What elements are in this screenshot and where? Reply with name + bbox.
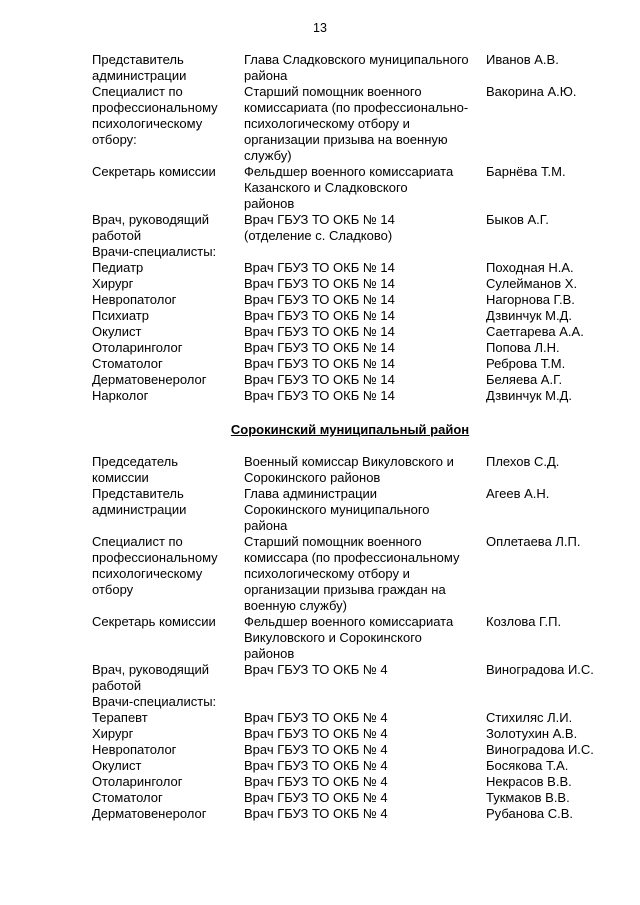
role-cell <box>92 164 244 212</box>
sladkovsky-commission-table <box>0 52 640 404</box>
table-row <box>0 340 640 356</box>
name-cell <box>486 790 636 806</box>
name-cell <box>486 308 636 324</box>
table-row <box>0 260 640 276</box>
organization-cell-line: Врач ГБУЗ ТО ОКБ № 4 <box>244 806 388 821</box>
name-cell-line: Стихиляс Л.И. <box>486 710 573 725</box>
organization-cell-line: Врач ГБУЗ ТО ОКБ № 4 <box>244 774 388 789</box>
organization-cell <box>244 662 486 710</box>
name-cell-line: Некрасов В.В. <box>486 774 572 789</box>
name-cell-line: Иванов А.В. <box>486 52 559 67</box>
sladkovsky-rows <box>0 52 640 404</box>
name-cell <box>486 356 636 372</box>
organization-cell <box>244 52 486 84</box>
role-cell-line: Стоматолог <box>92 356 163 371</box>
role-cell-line: администрации <box>92 68 187 83</box>
organization-cell <box>244 388 486 404</box>
name-cell-line: Рубанова С.В. <box>486 806 573 821</box>
name-cell <box>486 260 636 276</box>
organization-cell-line: Врач ГБУЗ ТО ОКБ № 4 <box>244 758 388 773</box>
role-cell <box>92 534 244 614</box>
name-cell <box>486 276 636 292</box>
role-cell-line: Представитель <box>92 486 184 501</box>
role-cell-line: Окулист <box>92 324 142 339</box>
role-cell <box>92 292 244 308</box>
page-number: 13 <box>313 21 327 35</box>
name-cell-line: Походная Н.А. <box>486 260 574 275</box>
organization-cell <box>244 372 486 388</box>
role-cell <box>92 710 244 726</box>
table-row <box>0 758 640 774</box>
district-heading: Сорокинский муниципальный район <box>230 422 470 437</box>
name-cell-line: Быков А.Г. <box>486 212 549 227</box>
name-cell-line: Сулейманов Х. <box>486 276 578 291</box>
table-row <box>0 790 640 806</box>
organization-cell-line: службу) <box>244 148 292 163</box>
table-row <box>0 52 640 84</box>
role-cell-line: Педиатр <box>92 260 144 275</box>
name-cell <box>486 726 636 742</box>
table-row <box>0 372 640 388</box>
organization-cell-line: Старший помощник военного <box>244 84 422 99</box>
role-cell <box>92 726 244 742</box>
role-cell <box>92 324 244 340</box>
role-cell-line: отбору <box>92 582 134 597</box>
role-cell-line: профессиональному <box>92 100 218 115</box>
name-cell-line: Попова Л.Н. <box>486 340 560 355</box>
organization-cell-line: (отделение с. Сладково) <box>244 228 393 243</box>
name-cell <box>486 212 636 260</box>
organization-cell-line: Сорокинского муниципального <box>244 502 430 517</box>
role-cell-line: Врачи-специалисты: <box>92 244 217 259</box>
organization-cell <box>244 742 486 758</box>
role-cell-line: Хирург <box>92 726 134 741</box>
name-cell <box>486 758 636 774</box>
organization-cell-line: Казанского и Сладковского <box>244 180 408 195</box>
organization-cell <box>244 726 486 742</box>
role-cell <box>92 308 244 324</box>
organization-cell-line: психологическому отбору и <box>244 566 410 581</box>
name-cell <box>486 388 636 404</box>
role-cell-line: Представитель <box>92 52 184 67</box>
table-row <box>0 710 640 726</box>
name-cell-line: Дзвинчук М.Д. <box>486 308 572 323</box>
role-cell-line: Хирург <box>92 276 134 291</box>
role-cell-line: Терапевт <box>92 710 148 725</box>
role-cell-line: Невропатолог <box>92 292 177 307</box>
name-cell <box>486 710 636 726</box>
name-cell <box>486 742 636 758</box>
organization-cell-line: Врач ГБУЗ ТО ОКБ № 14 <box>244 324 395 339</box>
organization-cell-line: Военный комиссар Викуловского и <box>244 454 454 469</box>
role-cell-line: Специалист по <box>92 534 183 549</box>
name-cell-line: Нагорнова Г.В. <box>486 292 575 307</box>
role-cell <box>92 454 244 486</box>
name-cell-line: Оплетаева Л.П. <box>486 534 581 549</box>
table-row <box>0 276 640 292</box>
name-cell-line: Козлова Г.П. <box>486 614 562 629</box>
name-cell-line: Босякова Т.А. <box>486 758 569 773</box>
table-row <box>0 164 640 212</box>
organization-cell <box>244 790 486 806</box>
name-cell <box>486 534 636 614</box>
role-cell-line: работой <box>92 228 142 243</box>
organization-cell-line: Врач ГБУЗ ТО ОКБ № 14 <box>244 260 395 275</box>
role-cell-line: Невропатолог <box>92 742 177 757</box>
organization-cell-line: района <box>244 68 288 83</box>
role-cell <box>92 790 244 806</box>
name-cell <box>486 340 636 356</box>
role-cell-line: комиссии <box>92 470 149 485</box>
table-row <box>0 324 640 340</box>
table-row <box>0 486 640 534</box>
name-cell <box>486 164 636 212</box>
name-cell-line: Реброва Т.М. <box>486 356 566 371</box>
organization-cell-line: Викуловского и Сорокинского <box>244 630 422 645</box>
name-cell <box>486 292 636 308</box>
name-cell-line: Золотухин А.В. <box>486 726 578 741</box>
organization-cell <box>244 774 486 790</box>
organization-cell <box>244 806 486 822</box>
name-cell-line: Плехов С.Д. <box>486 454 560 469</box>
table-row <box>0 662 640 710</box>
name-cell-line: Дзвинчук М.Д. <box>486 388 572 403</box>
role-cell-line: отбору: <box>92 132 137 147</box>
organization-cell <box>244 534 486 614</box>
organization-cell-line: комиссариата (по профессионально- <box>244 100 469 115</box>
organization-cell-line: психологическому отбору и <box>244 116 410 131</box>
organization-cell <box>244 614 486 662</box>
name-cell <box>486 52 636 84</box>
name-cell-line: Барнёва Т.М. <box>486 164 566 179</box>
name-cell-line: Агеев А.Н. <box>486 486 550 501</box>
organization-cell <box>244 486 486 534</box>
role-cell <box>92 372 244 388</box>
role-cell-line: Нарколог <box>92 388 149 403</box>
organization-cell-line: Старший помощник военного <box>244 534 422 549</box>
organization-cell-line: Врач ГБУЗ ТО ОКБ № 14 <box>244 308 395 323</box>
organization-cell-line: Врач ГБУЗ ТО ОКБ № 14 <box>244 372 395 387</box>
role-cell-line: Психиатр <box>92 308 149 323</box>
role-cell-line: Дерматовенеролог <box>92 372 207 387</box>
name-cell <box>486 806 636 822</box>
name-cell-line: Тукмаков В.В. <box>486 790 570 805</box>
table-row <box>0 308 640 324</box>
organization-cell-line: районов <box>244 196 295 211</box>
table-row <box>0 356 640 372</box>
organization-cell-line: Глава Сладковского муниципального <box>244 52 469 67</box>
organization-cell <box>244 292 486 308</box>
organization-cell <box>244 276 486 292</box>
role-cell <box>92 356 244 372</box>
role-cell-line: профессиональному <box>92 550 218 565</box>
role-cell-line: Председатель <box>92 454 179 469</box>
table-row <box>0 614 640 662</box>
organization-cell <box>244 340 486 356</box>
organization-cell <box>244 454 486 486</box>
organization-cell-line: Сорокинского районов <box>244 470 381 485</box>
role-cell-line: Окулист <box>92 758 142 773</box>
role-cell <box>92 758 244 774</box>
role-cell-line: психологическому <box>92 116 203 131</box>
name-cell <box>486 372 636 388</box>
role-cell-line: Секретарь комиссии <box>92 614 216 629</box>
role-cell-line: Специалист по <box>92 84 183 99</box>
table-row <box>0 212 640 260</box>
organization-cell-line: Фельдшер военного комиссариата <box>244 164 454 179</box>
organization-cell <box>244 164 486 212</box>
name-cell-line: Саетгарева А.А. <box>486 324 584 339</box>
organization-cell <box>244 212 486 260</box>
role-cell <box>92 388 244 404</box>
organization-cell-line: Врач ГБУЗ ТО ОКБ № 4 <box>244 710 388 725</box>
table-row <box>0 84 640 164</box>
name-cell-line: Виноградова И.С. <box>486 742 594 757</box>
organization-cell-line: организации призыва граждан на <box>244 582 446 597</box>
name-cell <box>486 324 636 340</box>
organization-cell-line: военную службу) <box>244 598 348 613</box>
organization-cell <box>244 308 486 324</box>
organization-cell-line: Врач ГБУЗ ТО ОКБ № 14 <box>244 292 395 307</box>
organization-cell-line: районов <box>244 646 295 661</box>
sorokinsky-commission-table <box>0 454 640 822</box>
organization-cell-line: Врач ГБУЗ ТО ОКБ № 14 <box>244 276 395 291</box>
role-cell <box>92 742 244 758</box>
organization-cell-line: Глава администрации <box>244 486 378 501</box>
table-row <box>0 534 640 614</box>
role-cell-line: работой <box>92 678 142 693</box>
role-cell-line: Отоларинголог <box>92 774 183 789</box>
organization-cell-line: Врач ГБУЗ ТО ОКБ № 14 <box>244 212 395 227</box>
role-cell <box>92 662 244 710</box>
name-cell <box>486 486 636 534</box>
organization-cell-line: Врач ГБУЗ ТО ОКБ № 14 <box>244 340 395 355</box>
role-cell <box>92 212 244 260</box>
sorokinsky-rows <box>0 454 640 822</box>
table-row <box>0 292 640 308</box>
role-cell-line: Отоларинголог <box>92 340 183 355</box>
organization-cell-line: Врач ГБУЗ ТО ОКБ № 4 <box>244 662 388 677</box>
organization-cell-line: района <box>244 518 288 533</box>
role-cell-line: Секретарь комиссии <box>92 164 216 179</box>
role-cell-line: Врачи-специалисты: <box>92 694 217 709</box>
name-cell-line: Виноградова И.С. <box>486 662 594 677</box>
organization-cell-line: Врач ГБУЗ ТО ОКБ № 4 <box>244 790 388 805</box>
organization-cell-line: организации призыва на военную <box>244 132 448 147</box>
role-cell-line: психологическому <box>92 566 203 581</box>
role-cell <box>92 52 244 84</box>
table-row <box>0 806 640 822</box>
table-row <box>0 774 640 790</box>
table-row <box>0 726 640 742</box>
role-cell <box>92 276 244 292</box>
organization-cell <box>244 758 486 774</box>
organization-cell-line: Врач ГБУЗ ТО ОКБ № 14 <box>244 356 395 371</box>
role-cell <box>92 260 244 276</box>
table-row <box>0 742 640 758</box>
organization-cell-line: комиссара (по профессиональному <box>244 550 460 565</box>
role-cell-line: Врач, руководящий <box>92 662 210 677</box>
name-cell-line: Вакорина А.Ю. <box>486 84 577 99</box>
role-cell <box>92 340 244 356</box>
organization-cell <box>244 84 486 164</box>
name-cell <box>486 614 636 662</box>
organization-cell <box>244 260 486 276</box>
role-cell-line: Врач, руководящий <box>92 212 210 227</box>
name-cell <box>486 454 636 486</box>
role-cell <box>92 774 244 790</box>
role-cell <box>92 614 244 662</box>
organization-cell-line: Врач ГБУЗ ТО ОКБ № 4 <box>244 742 388 757</box>
name-cell <box>486 662 636 710</box>
role-cell-line: администрации <box>92 502 187 517</box>
role-cell-line: Дерматовенеролог <box>92 806 207 821</box>
role-cell-line: Стоматолог <box>92 790 163 805</box>
name-cell-line: Беляева А.Г. <box>486 372 563 387</box>
organization-cell-line: Врач ГБУЗ ТО ОКБ № 4 <box>244 726 388 741</box>
role-cell <box>92 486 244 534</box>
table-row <box>0 388 640 404</box>
name-cell <box>486 84 636 164</box>
table-row <box>0 454 640 486</box>
organization-cell-line: Фельдшер военного комиссариата <box>244 614 454 629</box>
name-cell <box>486 774 636 790</box>
role-cell <box>92 84 244 164</box>
organization-cell <box>244 324 486 340</box>
role-cell <box>92 806 244 822</box>
organization-cell <box>244 710 486 726</box>
organization-cell-line: Врач ГБУЗ ТО ОКБ № 14 <box>244 388 395 403</box>
organization-cell <box>244 356 486 372</box>
